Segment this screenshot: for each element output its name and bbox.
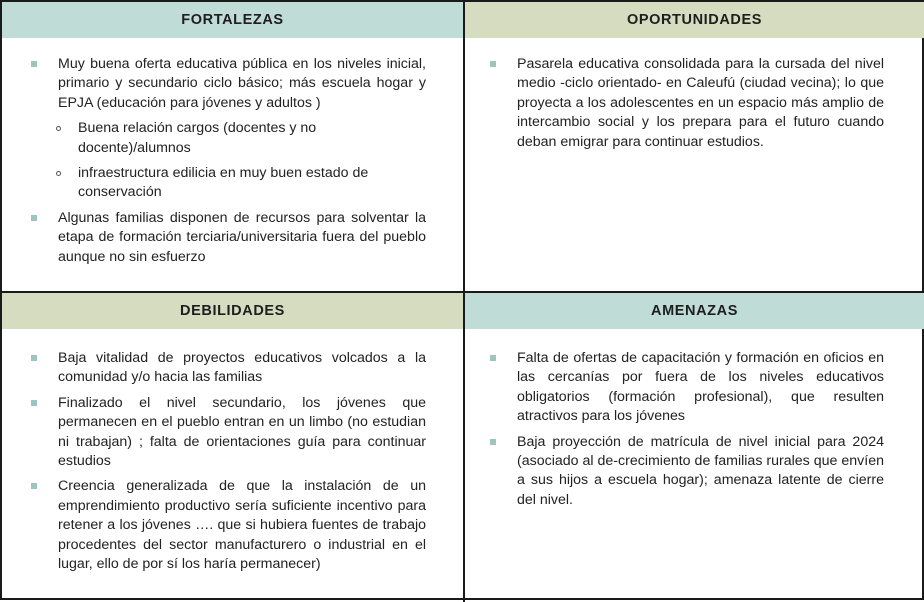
header-fortalezas (2, 2, 463, 38)
cell-amenazas (489, 349, 884, 516)
header-amenazas (465, 293, 924, 329)
list-item (489, 433, 884, 511)
list-item (489, 349, 884, 427)
list-item (489, 55, 884, 152)
fortalezas-title: FORTALEZAS (181, 12, 284, 28)
sub-list-item (30, 119, 426, 158)
sub-list (30, 119, 426, 203)
list-item (30, 394, 426, 472)
cell-fortalezas (30, 55, 426, 273)
list-item-text: Baja vitalidad de proyectos educativos volcados a la comunidad y/o hacia las familias (58, 350, 426, 386)
list-item-text: Pasarela educativa consolidada para la cursada del nivel medio -ciclo orientado- en Caleufú (ciudad vecina); lo que proyecta a los adolescentes en un espacio más amplio de intercambio social y los prepara para el futuro cuando deban emigrar para continuar estudios. (517, 56, 884, 150)
list-item-text: Muy buena oferta educativa pública en los niveles inicial, primario y secundario ciclo básico; más escuela hogar y EPJA (educación para jóvenes y adultos ) (58, 56, 426, 111)
cell-oportunidades (489, 55, 884, 158)
sub-list-item-text: infraestructura edilicia en muy buen estado de conservación (78, 165, 369, 201)
list-item (30, 477, 426, 574)
vertical-divider (463, 2, 465, 602)
cell-debilidades (30, 349, 426, 580)
list-item (30, 55, 426, 203)
sub-list-item-text: Buena relación cargos (docentes y no docente)/alumnos (78, 120, 317, 156)
list-item (30, 349, 426, 388)
amenazas-title: AMENAZAS (651, 303, 738, 319)
oportunidades-title: OPORTUNIDADES (626, 12, 763, 28)
header-oportunidades (465, 2, 924, 38)
list-item (30, 209, 426, 267)
header-debilidades (2, 293, 463, 329)
list-item-text: Creencia generalizada de que la instalación de un emprendimiento productivo sería suficiente incentivo para retener a los jóvenes …. que si hubiera fuentes de trabajo procedentes del sector manufacturero o industrial en el lugar, ello de por sí los haría permanecer) (58, 478, 426, 573)
debilidades-title: DEBILIDADES (180, 303, 285, 319)
horizontal-divider (2, 291, 924, 293)
list-item-text: Finalizado el nivel secundario, los jóvenes que permanecen en el pueblo entran en un limbo (no estudian ni trabajan) ; falta de orientaciones guía para continuar estudios (58, 394, 426, 470)
list-item-text: Algunas familias disponen de recursos para solventar la etapa de formación terciaria/universitaria fuera del pueblo aunque no sin esfuerzo (58, 209, 426, 265)
list-item-text: Falta de ofertas de capacitación y formación en oficios en las cercanías por fuera de los niveles educativos obligatorios (formación profesional), que resulten atractivos para los jóvenes (517, 350, 884, 425)
sub-list-item (30, 164, 426, 203)
list-item-text: Baja proyección de matrícula de nivel inicial para 2024 (asociado al de-crecimiento de familias rurales que envíen a sus hijos a escuela hogar); amenaza latente de cierre del nivel. (517, 433, 884, 508)
